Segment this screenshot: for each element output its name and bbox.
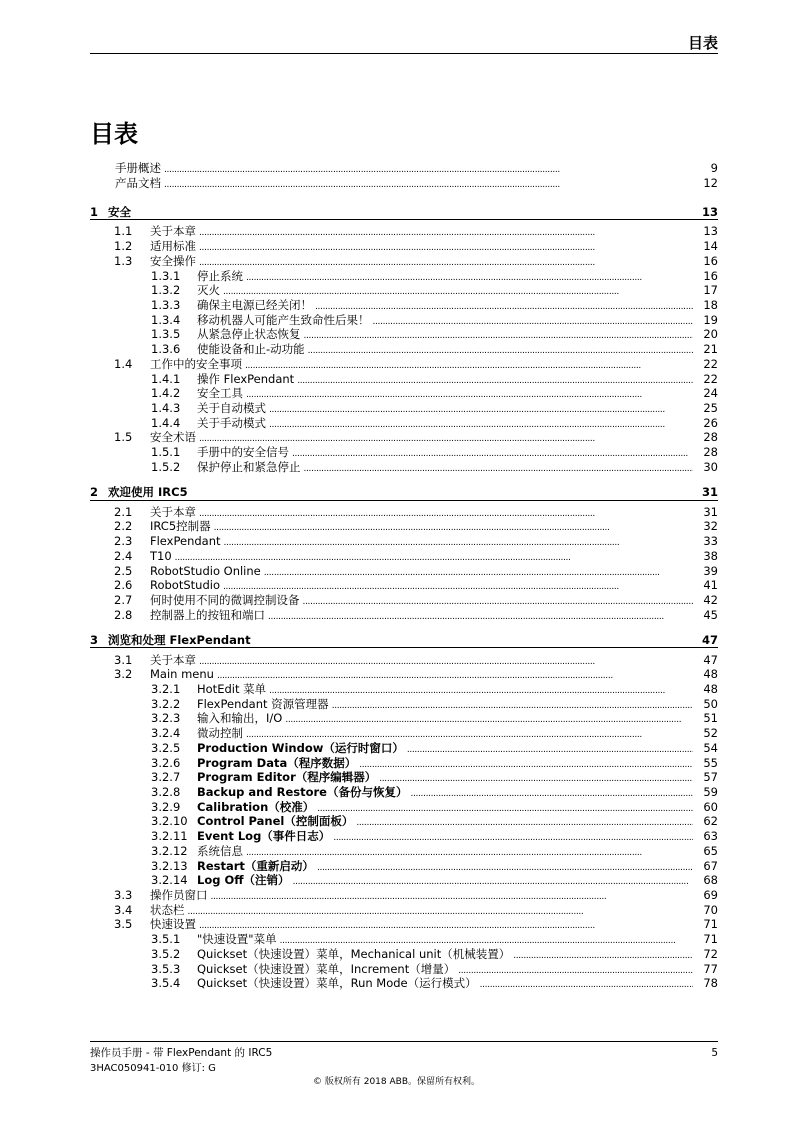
toc-entry-number: 1.5.2 — [151, 459, 181, 474]
toc-entry-page: 52 — [703, 726, 718, 741]
toc-entry-number: 3.2.3 — [151, 711, 181, 726]
toc-entry[interactable] — [90, 519, 718, 534]
toc-entry-title: Quickset（快速设置）菜单，Run Mode（运行模式） — [197, 976, 477, 991]
toc-entry[interactable] — [90, 372, 718, 387]
toc-chapter-heading[interactable] — [90, 205, 718, 221]
toc-entry[interactable] — [90, 357, 718, 372]
toc-entry[interactable] — [90, 430, 718, 445]
toc-entry-title: 灭火 — [197, 283, 220, 298]
toc-entry-title: Main menu — [150, 667, 214, 682]
toc-entry-number: 1.3.4 — [151, 312, 181, 327]
toc-chapter-number: 3 — [90, 632, 99, 647]
toc-entry-page: 28 — [703, 430, 718, 445]
toc-entry-title: 保护停止和紧急停止 — [197, 459, 301, 474]
toc-entry[interactable] — [90, 741, 718, 756]
toc-entry-number: 1.3.5 — [151, 327, 181, 342]
toc-entry-number: 2.6 — [114, 578, 133, 593]
toc-entry-number: 3.2 — [114, 667, 133, 682]
toc-entry-title: 适用标准 — [150, 239, 196, 254]
toc-entry[interactable] — [90, 785, 718, 800]
toc-entry-title: Restart（重新启动） — [197, 858, 314, 873]
toc-entry[interactable] — [90, 269, 718, 284]
toc-entry-page: 71 — [703, 917, 718, 932]
toc-entry[interactable] — [90, 401, 718, 416]
toc-intro-entry[interactable] — [90, 161, 718, 176]
toc-entry-page: 50 — [703, 696, 718, 711]
running-header — [90, 34, 718, 54]
toc-entry[interactable] — [90, 283, 718, 298]
toc-entry-page: 55 — [703, 755, 718, 770]
toc-entry-title: Backup and Restore（备份与恢复） — [197, 785, 408, 800]
toc-entry[interactable] — [90, 962, 718, 977]
toc-entry-page: 45 — [703, 607, 718, 622]
toc-entry[interactable] — [90, 976, 718, 991]
toc-entry-number: 3.1 — [114, 652, 133, 667]
toc-entry-title: 状态栏 — [150, 902, 185, 917]
toc-entry-page: 54 — [703, 740, 718, 755]
toc-entry-number: 3.2.12 — [151, 843, 188, 858]
toc-entry-number: 1.2 — [114, 239, 133, 254]
toc-entry-page: 14 — [703, 239, 718, 254]
toc-entry-page: 17 — [703, 283, 718, 298]
toc-entry-number: 2.1 — [114, 504, 133, 519]
toc-entry-title: 操作员窗口 — [150, 888, 208, 903]
toc-entry-title: HotEdit 菜单 — [197, 681, 267, 696]
toc-entry-page: 32 — [703, 519, 718, 534]
toc-entry[interactable] — [90, 653, 718, 668]
toc-entry-number: 2.8 — [114, 607, 133, 622]
toc-chapter-title: 浏览和处理 FlexPendant — [108, 632, 251, 647]
toc-entry-title: 关于本章 — [150, 224, 196, 239]
toc-entry-number: 2.4 — [114, 548, 133, 563]
toc-entry-page: 78 — [703, 976, 718, 991]
toc-entry[interactable] — [90, 667, 718, 682]
toc-entry-number: 1.4.4 — [151, 415, 181, 430]
toc-entry-page: 9 — [710, 161, 718, 175]
toc-entry[interactable] — [90, 697, 718, 712]
toc-entry-number: 3.2.2 — [151, 696, 181, 711]
toc-entry-page: 63 — [703, 829, 718, 844]
toc-entry[interactable] — [90, 711, 718, 726]
toc-entry-number: 3.2.4 — [151, 726, 181, 741]
toc-entry-number: 1.3.6 — [151, 342, 181, 357]
toc-entry[interactable] — [90, 873, 718, 888]
page-footer — [90, 1041, 718, 1074]
toc-entry[interactable] — [90, 416, 718, 431]
toc-entry-number: 3.5.3 — [151, 961, 181, 976]
toc-entry[interactable] — [90, 327, 718, 342]
toc-entry-title: 关于本章 — [150, 652, 196, 667]
toc-entry-page: 26 — [703, 415, 718, 430]
toc-entry-title: 停止系统 — [197, 268, 243, 283]
toc-entry-page: 65 — [703, 843, 718, 858]
table-of-contents — [90, 161, 718, 991]
toc-entry-number: 3.2.10 — [151, 814, 188, 829]
toc-entry-page: 21 — [703, 342, 718, 357]
toc-entry-number: 1.3.2 — [151, 283, 181, 298]
toc-entry-page: 57 — [703, 770, 718, 785]
toc-entry[interactable] — [90, 756, 718, 771]
toc-entry[interactable] — [90, 932, 718, 947]
footer-doc-title: 操作员手册 - 带 FlexPendant 的 IRC5 — [90, 1047, 273, 1059]
toc-entry[interactable] — [90, 593, 718, 608]
toc-entry-page: 24 — [703, 386, 718, 401]
toc-entry-number: 3.2.1 — [151, 681, 181, 696]
toc-entry-number: 3.2.7 — [151, 770, 181, 785]
toc-entry-title: 何时使用不同的微调控制设备 — [150, 593, 300, 608]
toc-entry-page: 68 — [703, 873, 718, 888]
toc-entry-page: 69 — [703, 888, 718, 903]
toc-entry-title: 控制器上的按钮和端口 — [150, 607, 265, 622]
toc-entry-title: FlexPendant — [150, 534, 221, 549]
toc-entry-title: 系统信息 — [197, 843, 243, 858]
toc-entry-page: 41 — [703, 578, 718, 593]
toc-entry[interactable] — [90, 888, 718, 903]
toc-entry-title: RobotStudio — [150, 578, 220, 593]
toc-entry[interactable] — [90, 445, 718, 460]
toc-entry-number: 1.1 — [114, 224, 133, 239]
toc-entry[interactable] — [90, 800, 718, 815]
toc-entry-number: 1.3 — [114, 253, 133, 268]
toc-entry[interactable] — [90, 505, 718, 520]
toc-entry-title: Quickset（快速设置）菜单，Increment（增量） — [197, 961, 456, 976]
toc-entry-page: 20 — [703, 327, 718, 342]
footer-page-number: 5 — [711, 1047, 718, 1059]
toc-entry-page: 33 — [703, 534, 718, 549]
toc-entry-number: 3.3 — [114, 888, 133, 903]
toc-entry-number: 3.2.14 — [151, 873, 188, 888]
toc-entry[interactable] — [90, 342, 718, 357]
toc-entry-number: 1.4.2 — [151, 386, 181, 401]
toc-entry-page: 18 — [703, 298, 718, 313]
toc-entry-number: 1.4 — [114, 356, 133, 371]
toc-entry-title: "快速设置"菜单 — [197, 932, 277, 947]
toc-entry-title: 安全术语 — [150, 430, 196, 445]
toc-entry-title: RobotStudio Online — [150, 563, 261, 578]
toc-chapter-heading[interactable] — [90, 633, 718, 649]
toc-entry-number: 3.5.1 — [151, 932, 181, 947]
toc-entry-page: 38 — [703, 548, 718, 563]
toc-entry-page: 31 — [703, 504, 718, 519]
toc-entry[interactable] — [90, 578, 718, 593]
toc-chapter-page: 47 — [701, 632, 718, 647]
toc-entry-page: 39 — [703, 563, 718, 578]
toc-entry-page: 19 — [703, 312, 718, 327]
toc-entry-number: 2.3 — [114, 534, 133, 549]
toc-entry-title: 移动机器人可能产生致命性后果！ — [197, 312, 370, 327]
toc-entry-page: 28 — [703, 445, 718, 460]
toc-entry-title: IRC5控制器 — [150, 519, 211, 534]
toc-entry-page: 70 — [703, 902, 718, 917]
toc-entry-page: 48 — [703, 667, 718, 682]
toc-entry-title: Calibration（校准） — [197, 799, 315, 814]
toc-entry-page: 60 — [703, 799, 718, 814]
toc-entry[interactable] — [90, 224, 718, 239]
toc-entry[interactable] — [90, 313, 718, 328]
toc-chapter-number: 2 — [90, 485, 99, 500]
toc-entry-number: 1.4.1 — [151, 371, 181, 386]
toc-entry-title: 微动控制 — [197, 726, 243, 741]
toc-entry[interactable] — [90, 549, 718, 564]
toc-entry-number: 3.4 — [114, 902, 133, 917]
toc-entry-page: 12 — [703, 175, 718, 190]
toc-entry-number: 3.2.8 — [151, 785, 181, 800]
toc-entry[interactable] — [90, 947, 718, 962]
toc-entry-page: 22 — [703, 371, 718, 386]
toc-entry-number: 3.2.11 — [151, 829, 188, 844]
toc-entry[interactable] — [90, 534, 718, 549]
toc-entry-title: 确保主电源已经关闭！ — [197, 298, 312, 313]
toc-chapter-page: 13 — [701, 204, 718, 219]
toc-entry[interactable] — [90, 859, 718, 874]
toc-entry-title: 输入和输出，I/O — [197, 711, 283, 726]
toc-entry[interactable] — [90, 726, 718, 741]
toc-entry-page: 16 — [703, 253, 718, 268]
toc-entry-title: 操作 FlexPendant — [197, 371, 295, 386]
toc-chapter-number: 1 — [90, 204, 99, 219]
toc-entry-number: 3.2.9 — [151, 799, 181, 814]
toc-entry[interactable] — [90, 239, 718, 254]
toc-entry-number: 2.5 — [114, 563, 133, 578]
toc-entry-title: Program Data（程序数据） — [197, 755, 357, 770]
toc-entry-title: T10 — [150, 548, 172, 563]
toc-entry-page: 16 — [703, 268, 718, 283]
footer-copyright: © 版权所有 2018 ABB。保留所有权利。 — [313, 1077, 480, 1087]
toc-entry-page: 22 — [703, 356, 718, 371]
toc-entry[interactable] — [90, 903, 718, 918]
toc-entry[interactable] — [90, 917, 718, 932]
toc-entry-page: 13 — [703, 224, 718, 239]
toc-entry-number: 1.4.3 — [151, 401, 181, 416]
toc-entry-title: 产品文档 — [115, 175, 161, 190]
toc-entry[interactable] — [90, 829, 718, 844]
toc-entry-title: 安全工具 — [197, 386, 243, 401]
toc-entry-page: 48 — [703, 681, 718, 696]
toc-entry[interactable] — [90, 814, 718, 829]
toc-intro-entry[interactable] — [90, 176, 718, 191]
toc-chapter-heading[interactable] — [90, 485, 718, 501]
toc-entry[interactable] — [90, 386, 718, 401]
toc-entry-title: Production Window（运行时窗口） — [197, 740, 404, 755]
toc-entry-page: 72 — [703, 946, 718, 961]
toc-entry-title: 从紧急停止状态恢复 — [197, 327, 301, 342]
toc-entry-number: 3.2.6 — [151, 755, 181, 770]
toc-entry-page: 77 — [703, 961, 718, 976]
toc-entry-number: 1.5 — [114, 430, 133, 445]
toc-entry-page: 25 — [703, 401, 718, 416]
toc-entry-number: 3.5 — [114, 917, 133, 932]
toc-entry-number: 3.5.4 — [151, 976, 181, 991]
toc-entry[interactable] — [90, 564, 718, 579]
toc-entry-page: 30 — [703, 459, 718, 474]
toc-entry-number: 2.7 — [114, 593, 133, 608]
toc-entry-title: 关于本章 — [150, 504, 196, 519]
toc-entry-number: 3.5.2 — [151, 946, 181, 961]
toc-entry[interactable] — [90, 460, 718, 475]
toc-entry-number: 1.3.1 — [151, 268, 181, 283]
toc-entry-number: 1.5.1 — [151, 445, 181, 460]
toc-entry-title: 手册中的安全信号 — [197, 445, 289, 460]
toc-entry-page: 71 — [703, 932, 718, 947]
toc-entry-title: Log Off（注销） — [197, 873, 290, 888]
toc-entry-title: Quickset（快速设置）菜单，Mechanical unit（机械装置） — [197, 946, 511, 961]
toc-entry-title: 关于手动模式 — [197, 415, 266, 430]
toc-entry-title: 快速设置 — [150, 917, 196, 932]
running-header-title: 目表 — [687, 34, 718, 52]
toc-entry[interactable] — [90, 254, 718, 269]
toc-entry-page: 62 — [703, 814, 718, 829]
toc-entry[interactable] — [90, 608, 718, 623]
toc-entry-title: 手册概述 — [115, 161, 161, 175]
toc-chapter-page: 31 — [701, 485, 718, 500]
toc-entry-title: 工作中的安全事项 — [150, 356, 242, 371]
toc-entry-number: 2.2 — [114, 519, 133, 534]
toc-entry-page: 51 — [703, 711, 718, 726]
footer-doc-id: 3HAC050941-010 修订: G — [90, 1063, 216, 1074]
toc-chapters — [90, 205, 718, 991]
toc-entry-page: 59 — [703, 785, 718, 800]
toc-chapter-title: 欢迎使用 IRC5 — [108, 485, 188, 500]
toc-entry-number: 1.3.3 — [151, 298, 181, 313]
toc-entry[interactable] — [90, 844, 718, 859]
toc-entry[interactable] — [90, 682, 718, 697]
page-title: 目表 — [90, 120, 138, 148]
toc-entry-title: 安全操作 — [150, 253, 196, 268]
toc-entry-title: Event Log（事件日志） — [197, 829, 331, 844]
toc-entry[interactable] — [90, 298, 718, 313]
toc-entry-title: 使能设备和止-动功能 — [197, 342, 305, 357]
toc-entry-title: Control Panel（控制面板） — [197, 814, 354, 829]
toc-entry-title: 关于自动模式 — [197, 401, 266, 416]
toc-entry-title: FlexPendant 资源管理器 — [197, 696, 329, 711]
toc-entry-number: 3.2.5 — [151, 740, 181, 755]
toc-entry-page: 47 — [703, 652, 718, 667]
toc-entry-page: 67 — [703, 858, 718, 873]
toc-entry[interactable] — [90, 770, 718, 785]
toc-entry-number: 3.2.13 — [151, 858, 188, 873]
toc-entry-page: 42 — [703, 593, 718, 608]
toc-chapter-title: 安全 — [108, 204, 131, 219]
toc-entry-title: Program Editor（程序编辑器） — [197, 770, 377, 785]
